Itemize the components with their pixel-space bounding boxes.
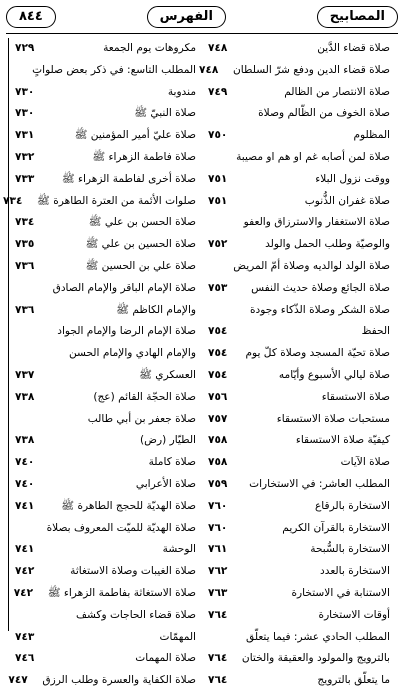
index-entry — [15, 256, 196, 278]
index-entry — [15, 430, 196, 452]
index-entry — [208, 648, 390, 670]
entry-title: صلاة قضاء الدَّين — [317, 42, 390, 54]
index-column-right — [3, 38, 202, 687]
entry-title: صلاة الخوف من الظّالم وصلاة — [258, 107, 390, 120]
entry-title: العسكري ﷺ — [139, 368, 196, 381]
entry-title: صلاة لمن أصابه غم او هم او مصيبة — [236, 150, 390, 163]
entry-page-number: ٧٥٠ — [208, 129, 228, 142]
index-columns — [3, 38, 396, 687]
index-entry — [15, 648, 196, 670]
book-title: المصابيح — [317, 6, 398, 28]
index-entry — [208, 278, 390, 300]
entry-page-number: ٧٥٩ — [208, 477, 228, 490]
entry-title: صلاة الآيات — [340, 456, 390, 469]
entry-title: الاستخارة بالسُّبحة — [310, 543, 390, 556]
index-entry — [15, 212, 196, 234]
index-entry — [15, 496, 196, 518]
index-entry — [208, 343, 390, 365]
index-entry — [15, 278, 196, 300]
index-entry — [208, 169, 390, 191]
entry-title: مستحبات صلاة الاستسقاء — [276, 412, 390, 425]
entry-title: المطلب التاسع: في ذكر بعض صلواتٍ — [32, 63, 196, 76]
index-entry — [208, 387, 390, 409]
entry-page-number: ٧٤١ — [15, 543, 35, 556]
entry-title: المطلب العاشر: في الاستخارات — [249, 477, 390, 490]
entry-page-number: ٧٥٢ — [208, 238, 228, 251]
index-entry — [15, 147, 196, 169]
section-title: الفهرس — [147, 6, 226, 28]
index-entry — [208, 147, 390, 169]
entry-page-number: ٧٣٨ — [15, 434, 35, 447]
index-entry — [15, 82, 196, 104]
entry-title: صلاة الغيبات وصلاة الاستغاثة — [70, 565, 196, 578]
entry-title: الاستخارة بالرقاع — [314, 499, 390, 512]
entry-title: صلاة الاستسقاء — [321, 390, 390, 403]
entry-page-number: ٧٥٨ — [208, 456, 228, 469]
entry-page-number: ٧٥٧ — [208, 412, 228, 425]
entry-title: صلاة ليالي الأسبوع وأيّامه — [278, 368, 390, 381]
entry-page-number: ٧٢٩ — [15, 42, 35, 54]
entry-title: صلاة الكفاية والعسرة وطلب الرزق — [42, 674, 196, 687]
entry-page-number: ٧٤٨ — [199, 63, 219, 76]
header-divider — [6, 33, 398, 34]
index-entry — [15, 343, 196, 365]
index-entry — [8, 670, 196, 692]
entry-page-number: ٧٥٤ — [208, 325, 228, 338]
entry-title: صلوات الأئمة من العترة الطاهرة ﷺ — [37, 194, 196, 207]
index-entry — [15, 365, 196, 387]
entry-title: صلاة النبيّ ﷺ — [134, 107, 196, 120]
entry-title: الوحشة — [162, 543, 196, 556]
entry-title: صلاة الإمام الرضا والإمام الجواد — [57, 325, 196, 338]
entry-title: صلاة الجائع وصلاة حديث النفس — [251, 281, 390, 294]
index-entry — [15, 321, 196, 343]
index-column-left — [199, 38, 396, 687]
entry-title: صلاة أخرى لفاطمة الزهراء ﷺ — [61, 172, 196, 185]
entry-title: صلاة الهديّة للميّت المعروف بصلاة — [46, 521, 196, 534]
index-entry — [208, 539, 390, 561]
index-entry — [15, 409, 196, 431]
entry-page-number: ٧٣٣ — [15, 172, 35, 185]
entry-title: صلاة غفران الذُّنوب — [304, 194, 390, 207]
entry-page-number: ٧٣٦ — [15, 303, 35, 316]
entry-page-number: ٧٤٠ — [15, 477, 35, 490]
index-entry — [208, 191, 390, 213]
index-entry — [208, 103, 390, 125]
entry-page-number: ٧٥٤ — [208, 347, 228, 360]
index-entry — [15, 60, 196, 82]
index-entry — [15, 452, 196, 474]
entry-page-number: ٧٦٢ — [208, 565, 228, 578]
entry-page-number: ٧٥١ — [208, 194, 228, 207]
entry-page-number: ٧٦٤ — [207, 652, 228, 665]
entry-title: صلاة علي بن الحسين ﷺ — [85, 259, 196, 272]
entry-page-number: ٧٤٠ — [15, 456, 35, 469]
entry-title: صلاة جعفر بن أبي طالب — [87, 412, 196, 425]
entry-page-number: ٧٦٣ — [208, 586, 228, 599]
index-entry — [15, 561, 196, 583]
index-entry — [15, 583, 196, 605]
entry-title: المهمّات — [159, 630, 196, 643]
entry-title: المطلب الحادي عشر: فيما يتعلّق — [245, 630, 390, 643]
entry-page-number: ٧٤٧ — [8, 674, 28, 687]
entry-page-number: ٧٤٢ — [15, 565, 35, 578]
entry-page-number: ٧٥٣ — [208, 281, 228, 294]
entry-page-number: ٧٦٠ — [208, 499, 228, 512]
entry-page-number: ٧٣٤ — [3, 194, 23, 207]
entry-title: صلاة الحسين بن علي ﷺ — [85, 238, 196, 251]
entry-page-number: ٧٣٤ — [15, 216, 35, 229]
entry-page-number: ٧٤٢ — [13, 586, 34, 599]
entry-page-number: ٧٤١ — [15, 499, 35, 512]
entry-title: صلاة الإمام الباقر والإمام الصادق — [52, 281, 196, 294]
entry-title: ما يتعلّق بالترويج — [317, 674, 390, 687]
entry-title: صلاة قضاء الدين ودفع شرّ السلطان — [233, 63, 390, 76]
entry-page-number: ٧٣٠ — [15, 85, 35, 98]
entry-page-number: ٧٣٨ — [15, 390, 35, 403]
entry-title: صلاة الهديّة للحجج الطاهرة ﷺ — [61, 499, 196, 512]
index-entry — [208, 256, 390, 278]
entry-title: صلاة تحيّة المسجد وصلاة كلّ يوم — [245, 347, 390, 360]
index-entry — [15, 627, 196, 649]
entry-page-number: ٧٤٩ — [208, 85, 228, 98]
index-entry — [15, 605, 196, 627]
index-entry — [208, 212, 390, 234]
entry-page-number: ٧٤٣ — [15, 630, 35, 643]
entry-title: صلاة الحجّة القائم (عج) — [93, 390, 196, 403]
entry-page-number: ٧٣٢ — [15, 150, 35, 163]
index-entry — [15, 539, 196, 561]
entry-page-number: ٧٦١ — [208, 543, 228, 556]
index-entry — [208, 82, 390, 104]
entry-title: أوقات الاستخارة — [318, 608, 390, 621]
entry-title: صلاة قضاء الحاجات وكشف — [76, 608, 196, 621]
index-entry — [15, 387, 196, 409]
entry-title: الاستخارة بالعدد — [320, 565, 390, 578]
index-entry — [15, 169, 196, 191]
entry-page-number: ٧٣٦ — [15, 259, 35, 272]
entry-page-number: ٧٣٥ — [15, 238, 35, 251]
entry-title: المظلوم — [353, 129, 390, 142]
index-entry — [3, 191, 196, 213]
index-entry — [208, 409, 390, 431]
entry-page-number: ٧٦٠ — [208, 521, 228, 534]
index-entry — [208, 474, 390, 496]
entry-title: صلاة الولد لوالديه وصلاة أمّ المريض — [233, 259, 390, 272]
index-entry — [15, 103, 196, 125]
entry-title: الاستخارة بالقرآن الكريم — [282, 521, 390, 534]
entry-title: كيفيّة صلاة الاستسقاء — [295, 434, 390, 447]
index-entry — [15, 518, 196, 540]
entry-title: الاستنابة في الاستخارة — [291, 586, 390, 599]
entry-title: صلاة الانتصار من الظالم — [284, 85, 390, 98]
index-entry — [208, 452, 390, 474]
index-entry — [208, 627, 390, 649]
entry-title: صلاة الشكر وصلاة الذّكاء وجودة — [249, 303, 390, 316]
page-number-badge: ٨٤٤ — [6, 6, 56, 28]
index-entry — [208, 321, 390, 343]
index-entry — [15, 474, 196, 496]
index-entry — [15, 38, 196, 60]
entry-title: صلاة عليّ أمير المؤمنين ﷺ — [74, 129, 196, 142]
index-entry — [208, 125, 390, 147]
index-entry — [199, 60, 390, 82]
index-entry — [208, 670, 390, 692]
entry-title: والإمام الهادي والإمام الحسن — [68, 347, 196, 360]
index-entry — [208, 583, 390, 605]
index-entry — [208, 300, 390, 322]
entry-title: صلاة فاطمة الزهراء ﷺ — [92, 150, 196, 163]
entry-title: ووقت نزول البلاء — [315, 172, 390, 185]
entry-title: صلاة كاملة — [148, 456, 196, 469]
entry-page-number: ٧٥٨ — [208, 434, 228, 447]
entry-page-number: ٧٦٤ — [208, 608, 228, 621]
entry-title: الطيّار (رض) — [140, 434, 196, 447]
entry-page-number: ٧٣٧ — [15, 368, 35, 381]
entry-page-number: ٧٦٤ — [208, 674, 228, 687]
index-entry — [208, 518, 390, 540]
entry-page-number: ٧٤٨ — [208, 42, 228, 54]
entry-title: مكروهات يوم الجمعة — [103, 42, 196, 54]
index-entry — [208, 605, 390, 627]
index-entry — [15, 300, 196, 322]
entry-title: صلاة المهمات — [135, 652, 196, 665]
index-entry — [15, 125, 196, 147]
index-entry — [208, 561, 390, 583]
index-entry — [208, 234, 390, 256]
entry-title: مندوبة — [167, 85, 196, 98]
entry-page-number: ٧٥٦ — [208, 390, 228, 403]
entry-page-number: ٧٥٤ — [208, 368, 228, 381]
index-entry — [208, 38, 390, 60]
entry-page-number: ٧٣٠ — [15, 107, 35, 120]
entry-title: الحفظ — [361, 325, 390, 338]
index-entry — [208, 365, 390, 387]
page-header — [6, 4, 398, 30]
entry-title: والوصيّة وطلب الحمل والولد — [265, 238, 390, 251]
index-entry — [208, 430, 390, 452]
entry-title: صلاة الحسن بن علي ﷺ — [88, 216, 196, 229]
entry-page-number: ٧٥١ — [208, 172, 228, 185]
entry-title: صلاة الأعرابي — [135, 477, 196, 490]
entry-title: صلاة الاستغاثة بفاطمة الزهراء ﷺ — [47, 586, 196, 599]
entry-page-number: ٧٤٦ — [15, 652, 35, 665]
entry-page-number: ٧٣١ — [15, 129, 35, 142]
index-entry — [208, 496, 390, 518]
entry-title: بالترويج والمولود والعقيقة والختان — [241, 652, 390, 665]
index-entry — [15, 234, 196, 256]
entry-title: والإمام الكاظم ﷺ — [116, 303, 196, 316]
entry-title: صلاة الاستغفار والاسترزاق والعفو — [243, 216, 390, 229]
